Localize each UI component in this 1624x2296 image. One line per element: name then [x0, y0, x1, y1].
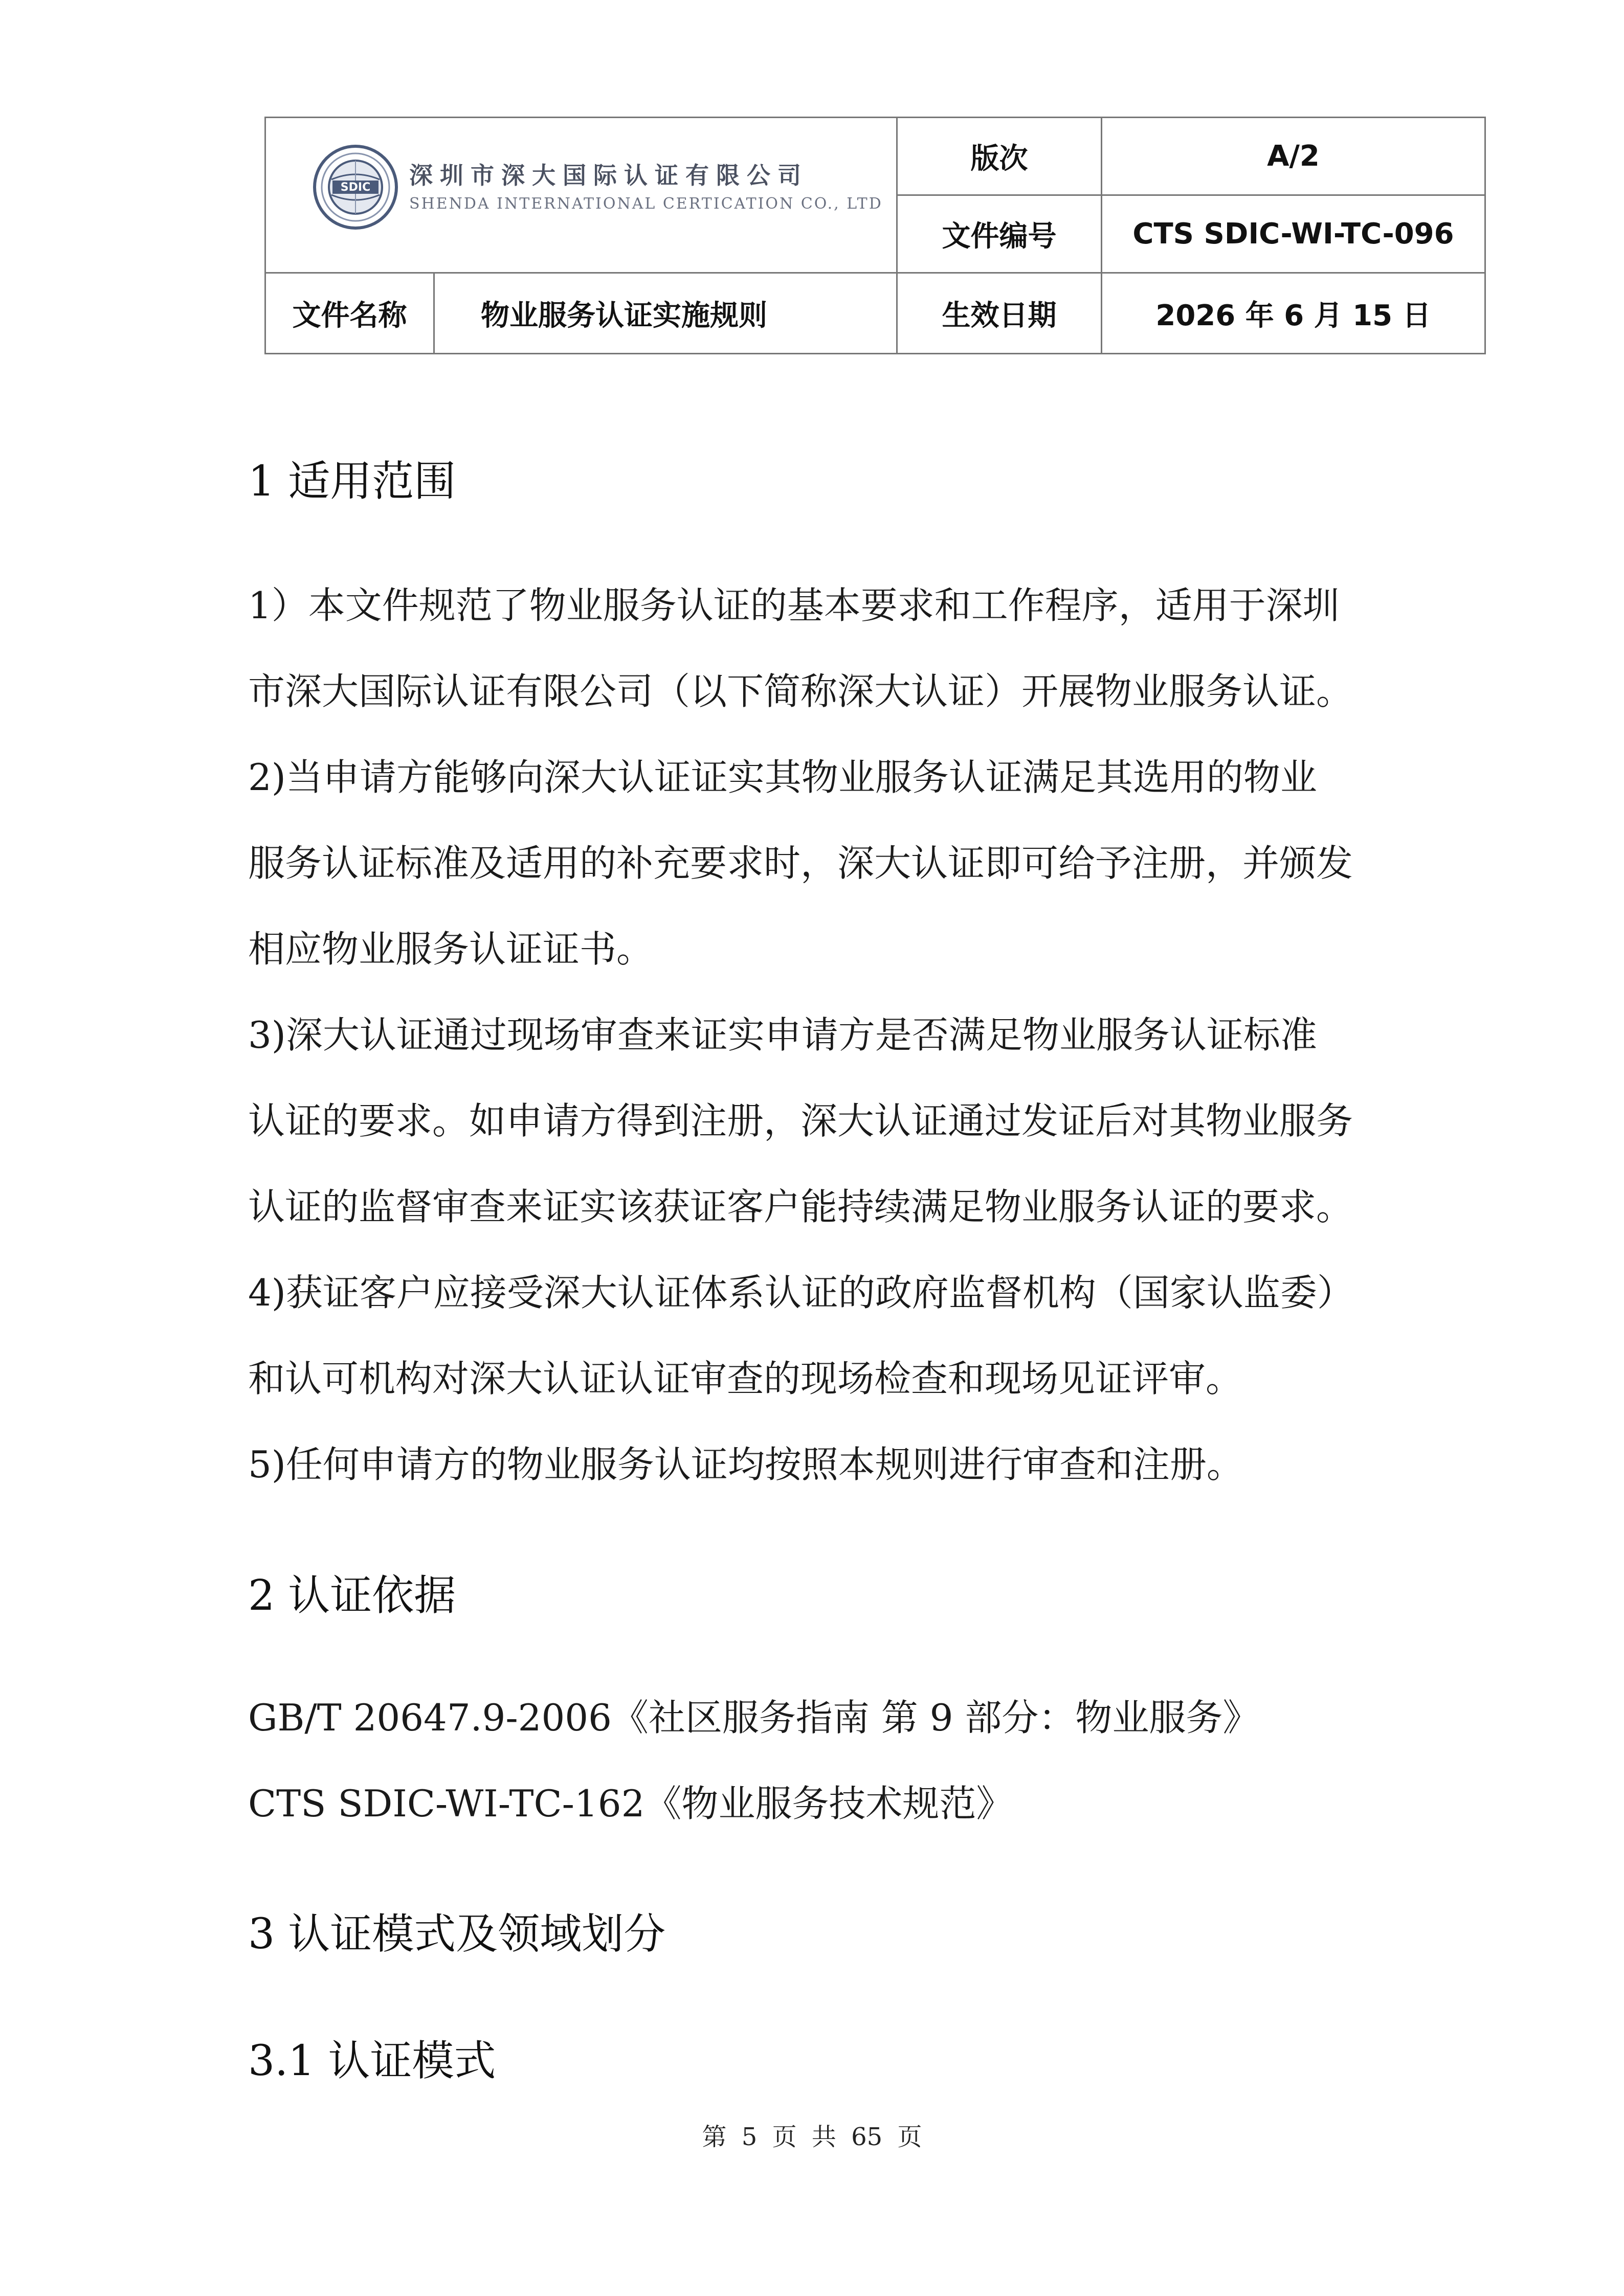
paragraph-line: 3)深大认证通过现场审查来证实申请方是否满足物业服务认证标准 — [248, 1014, 1317, 1056]
version-value: A/2 — [1102, 118, 1485, 195]
section-3-1-heading: 3.1 认证模式 — [248, 2037, 496, 2085]
paragraph-line: 认证的要求。如申请方得到注册，深大认证通过发证后对其物业服务 — [248, 1099, 1353, 1142]
company-logo-cell — [265, 118, 897, 273]
section-1-heading: 1 适用范围 — [248, 457, 456, 506]
svg-text:SDIC: SDIC — [340, 181, 371, 194]
reference-standard: CTS SDIC-WI-TC-162《物业服务技术规范》 — [248, 1782, 1013, 1825]
section-2-body — [248, 1675, 1259, 1847]
paragraph-line: 市深大国际认证有限公司（以下简称深大认证）开展物业服务认证。 — [248, 670, 1353, 713]
paragraph-line: 4)获证客户应接受深大认证体系认证的政府监督机构（国家认监委） — [248, 1271, 1354, 1314]
section-1-body — [248, 562, 1354, 1507]
paragraph-line: 服务认证标准及适用的补充要求时，深大认证即可给予注册，并颁发 — [248, 842, 1353, 885]
document-name-label: 文件名称 — [265, 273, 434, 354]
document-header-table — [264, 117, 1486, 354]
paragraph-line: 1）本文件规范了物业服务认证的基本要求和工作程序，适用于深圳 — [248, 584, 1340, 627]
version-label: 版次 — [897, 118, 1102, 195]
document-name-value: 物业服务认证实施规则 — [434, 273, 897, 354]
section-3-heading: 3 认证模式及领域划分 — [248, 1910, 666, 1959]
company-logo — [312, 144, 883, 231]
paragraph-line: 认证的监督审查来证实该获证客户能持续满足物业服务认证的要求。 — [248, 1185, 1353, 1228]
effective-date-label: 生效日期 — [897, 273, 1102, 354]
paragraph-line: 2)当申请方能够向深大认证证实其物业服务认证满足其选用的物业 — [248, 756, 1317, 799]
company-name-cn: 深圳市深大国际认证有限公司 — [409, 162, 808, 189]
company-seal-icon — [312, 144, 399, 231]
paragraph-line: 5)任何申请方的物业服务认证均按照本规则进行审查和注册。 — [248, 1443, 1243, 1486]
paragraph-line: 和认可机构对深大认证认证审查的现场检查和现场见证评审。 — [248, 1357, 1243, 1400]
document-number-value: CTS SDIC-WI-TC-096 — [1102, 195, 1485, 273]
company-name-en: SHENDA INTERNATIONAL CERTICATION CO., LTD — [409, 195, 883, 213]
document-number-label: 文件编号 — [897, 195, 1102, 273]
section-2-heading: 2 认证依据 — [248, 1571, 456, 1620]
effective-date-value: 2026 年 6 月 15 日 — [1102, 273, 1485, 354]
page-number: 第 5 页 共 65 页 — [702, 2123, 922, 2151]
reference-standard: GB/T 20647.9-2006《社区服务指南 第 9 部分：物业服务》 — [248, 1696, 1260, 1739]
paragraph-line: 相应物业服务认证证书。 — [248, 928, 654, 971]
